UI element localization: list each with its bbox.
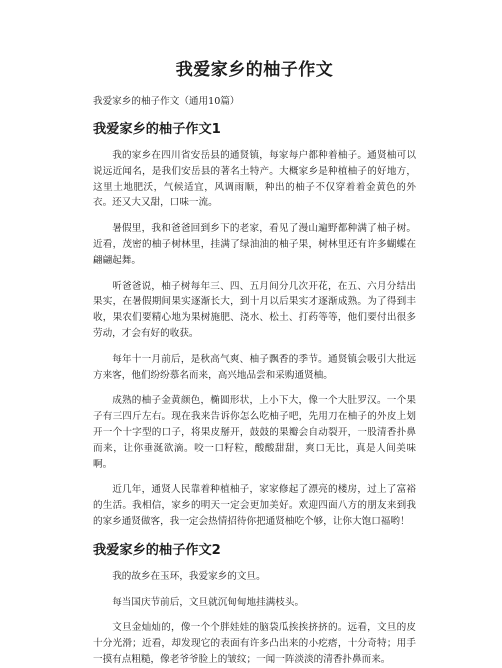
paragraph: 文旦金灿灿的，像一个个胖娃娃的脑袋瓜挨挨挤挤的。远看，文旦的皮十分光滑；近看，却发现它的表面有许多凸出来的小疙瘩，十分奇特；用手一摸有点粗糙，像老爷爷脸上的皱纹；一闻一阵淡淡的清香扑鼻而来。 bbox=[93, 622, 416, 665]
paragraph: 每年十一月前后，是秋高气爽、柚子飘香的季节。通贤镇会吸引大批远方来客，他们纷纷慕名而来，高兴地品尝和采购通贤柚。 bbox=[93, 353, 416, 381]
paragraph: 我的家乡在四川省安岳县的通贤镇，每家每户都种着柚子。通贤柚可以说远近闻名，是我们安岳县的著名土特产。大概家乡是种植柚子的好地方，这里土地肥沃，气候适宜，风调雨顺，种出的柚子不仅穿着着金黄色的外衣。还又大又甜，口味一流。 bbox=[93, 150, 416, 209]
paragraph: 暑假里，我和爸爸回到乡下的老家，看见了漫山遍野都种满了柚子树。近看，茂密的柚子树林里，挂满了绿油油的柚子果，树林里还有许多蝴蝶在翩翩起舞。 bbox=[93, 223, 416, 266]
section-heading: 我爱家乡的柚子作文1 bbox=[93, 122, 221, 137]
paragraph: 每当国庆节前后，文旦就沉甸甸地挂满枝头。 bbox=[112, 596, 305, 608]
document-title: 我爱家乡的柚子作文 bbox=[175, 60, 334, 80]
paragraph: 近几年，通贤人民靠着种植柚子，家家修起了漂亮的楼房，过上了富裕的生活。我相信，家乡的明天一定会更加美好。欢迎四面八方的朋友来到我的家乡通贤做客，我一定会热情招待你把通贤柚吃个够，让你大饱口福哟！ bbox=[93, 484, 416, 527]
paragraph: 成熟的柚子金黄颜色，椭圆形状，上小下大，像一个大肚罗汉。一个果子有三四斤左右。现在我来告诉你怎么吃柚子吧，先用刀在柚子的外皮上划开一个十字型的口子，将果皮掰开，鼓鼓的果瓣会自动裂开，一股清香扑鼻而来，让你垂涎欲滴。咬一口籽粒，酸酸甜甜，爽口无比，真是人间美味啊。 bbox=[93, 395, 416, 470]
paragraph: 听爸爸说，柚子树每年三、四、五月间分几次开花，在五、六月分结出果实，在暑假期间果实逐渐长大，到十月以后果实才逐渐成熟。为了得到丰收，果农们要精心地为果树施肥、浇水、松土、打药等等，他们要付出很多劳动，才会有好的收获。 bbox=[93, 280, 416, 339]
section-heading: 我爱家乡的柚子作文2 bbox=[93, 542, 221, 558]
essay-section-1 bbox=[93, 121, 416, 530]
paragraph: 我的故乡在玉环，我爱家乡的文旦。 bbox=[112, 570, 266, 582]
document-subtitle: 我爱家乡的柚子作文（通用10篇） bbox=[93, 96, 240, 107]
